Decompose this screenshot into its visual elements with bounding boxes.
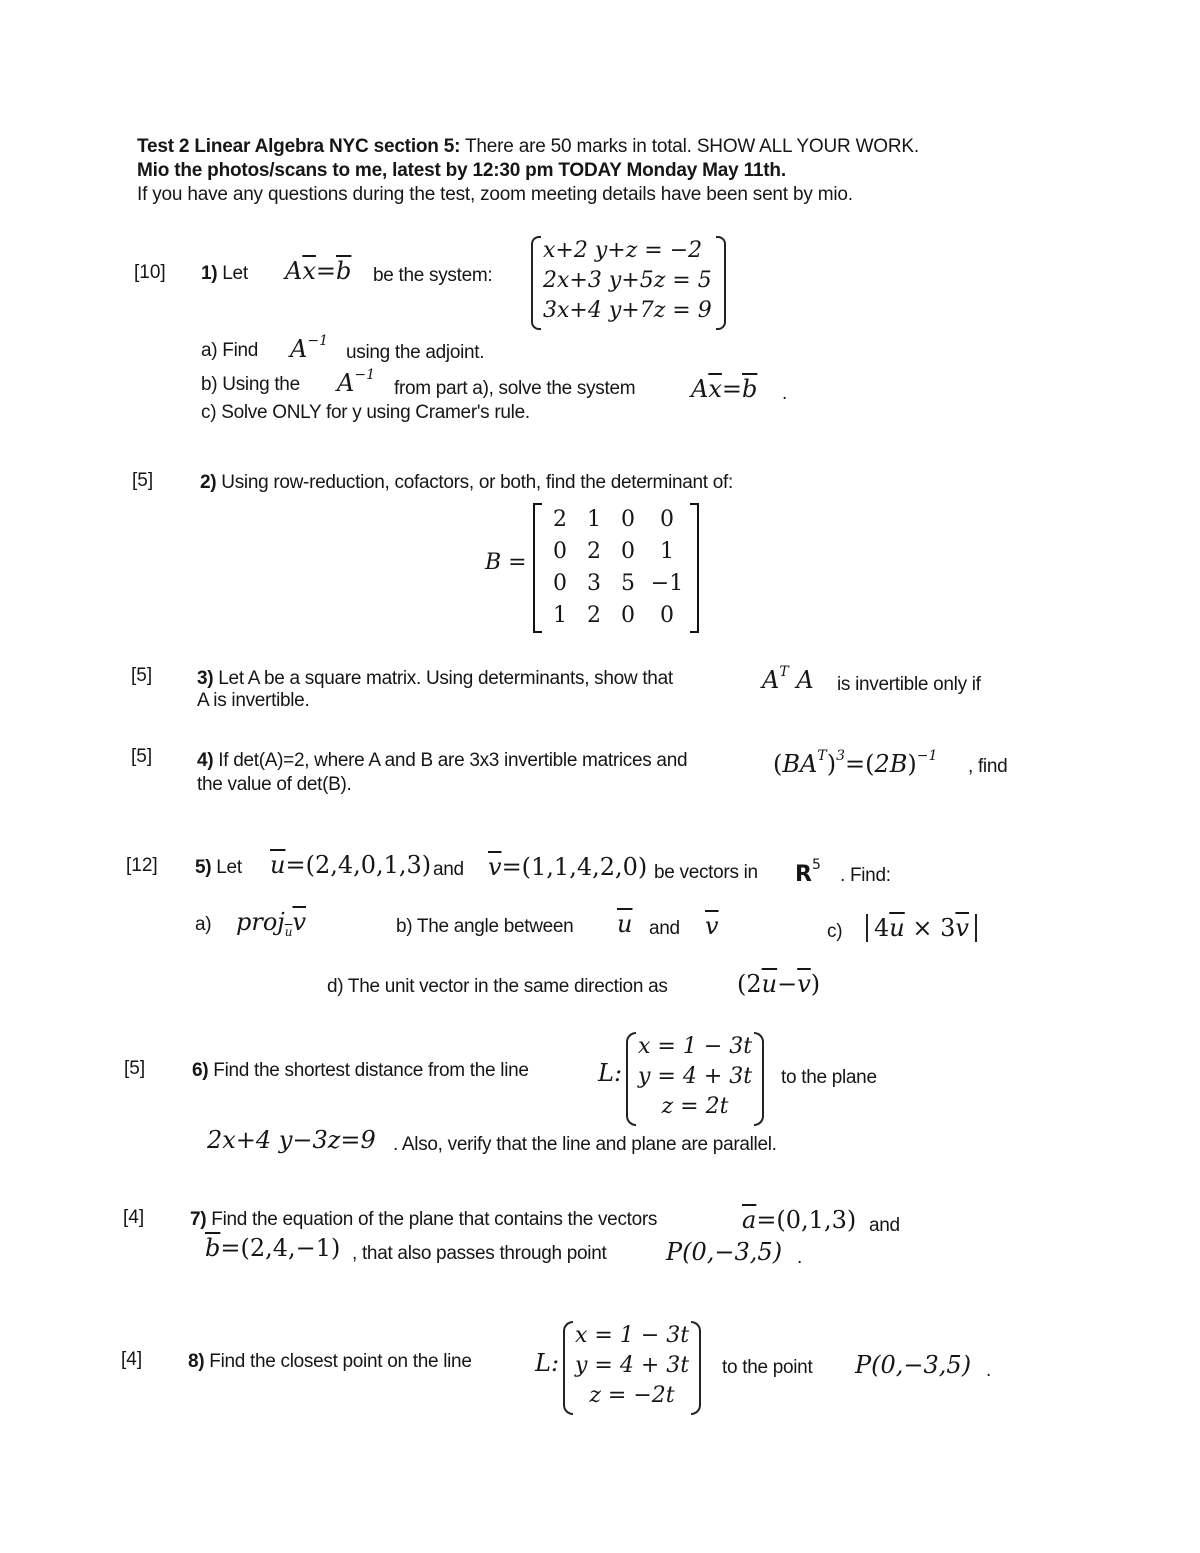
q5b-text: b) The angle between bbox=[396, 916, 574, 937]
q7-a-def: $\overline{a}=(0,1,3)$ bbox=[742, 1206, 857, 1234]
matrix-cell: 0 bbox=[621, 539, 635, 564]
q1a-adjoint: using the adjoint. bbox=[346, 342, 485, 363]
header-line-3: If you have any questions during the test, zoom meeting details have been sent by mio. bbox=[137, 184, 853, 205]
q4-line1 bbox=[197, 750, 687, 772]
q5-and: and bbox=[433, 859, 464, 880]
q8-text1: Find the closest point on the line bbox=[209, 1351, 472, 1372]
q4-equation: $(BA^T)^3=(2B)^{-1}$ bbox=[773, 748, 938, 778]
q1-equation-ax-b: $A\overline{x}=\overline{b}$ bbox=[285, 257, 352, 285]
q7-point: P(0,−3,5) bbox=[666, 1238, 783, 1266]
q5-marks: [12] bbox=[126, 855, 158, 876]
q6-line-label: L: bbox=[598, 1059, 623, 1087]
q5-intro bbox=[195, 857, 242, 879]
q8-marks: [4] bbox=[121, 1349, 143, 1370]
matrix-cell: 1 bbox=[587, 507, 601, 532]
q1-system bbox=[531, 236, 726, 330]
q5c-label: c) bbox=[827, 921, 843, 942]
q5b-u: $\overline{u}$ bbox=[617, 910, 633, 938]
q6-line1 bbox=[192, 1060, 529, 1082]
q6-eq3: z = 2t bbox=[661, 1094, 729, 1119]
q1b-equation-ax-b: $A\overline{x}=\overline{b}$ bbox=[691, 375, 758, 403]
matrix-cell: 2 bbox=[553, 507, 567, 532]
header-line-1 bbox=[137, 136, 919, 158]
q1c-text: c) Solve ONLY for y using Cramer's rule. bbox=[201, 402, 530, 423]
q1-let: Let bbox=[222, 263, 248, 284]
q3-number: 3) bbox=[197, 668, 214, 689]
q7-period: . bbox=[797, 1247, 802, 1268]
q2-text: Using row-reduction, cofactors, or both, find the determinant of: bbox=[221, 472, 733, 493]
q7-text1: Find the equation of the plane that contains the vectors bbox=[211, 1209, 658, 1230]
q5-u-value: (2,4,0,1,3) bbox=[305, 851, 432, 879]
q7-number: 7) bbox=[190, 1209, 207, 1230]
q6-plane: 2x+4 y−3z=9 bbox=[207, 1126, 376, 1154]
matrix-cell: 5 bbox=[621, 571, 635, 596]
q7-line1 bbox=[190, 1209, 657, 1231]
q8-right-paren bbox=[691, 1321, 701, 1415]
q7-text2: , that also passes through point bbox=[352, 1243, 607, 1264]
q5d-expr: $(2\overline{u}-\overline{v})$ bbox=[737, 970, 821, 998]
q8-eq1: x = 1 − 3t bbox=[575, 1323, 690, 1348]
q5-let: Let bbox=[216, 857, 242, 878]
q5-number: 5) bbox=[195, 857, 212, 878]
q1a-find: a) Find bbox=[201, 340, 259, 361]
q1-number: 1) bbox=[201, 263, 218, 284]
q7-b-value: (2,4,−1) bbox=[240, 1234, 341, 1262]
matrix-cell: 0 bbox=[553, 571, 567, 596]
matrix-cell: 1 bbox=[660, 539, 674, 564]
q3-text3: A is invertible. bbox=[197, 690, 310, 711]
q6-line-system bbox=[626, 1032, 764, 1126]
q7-marks: [4] bbox=[123, 1207, 145, 1228]
q4-number: 4) bbox=[197, 750, 214, 771]
q6-eq2: y = 4 + 3t bbox=[638, 1064, 753, 1089]
q1b-a-inverse: $A^{-1}$ bbox=[337, 367, 375, 397]
matrix-cell: 3 bbox=[587, 571, 601, 596]
q8-line-label: L: bbox=[535, 1349, 560, 1377]
q2-marks: [5] bbox=[132, 470, 154, 491]
q8-eq2: y = 4 + 3t bbox=[575, 1353, 690, 1378]
q1-marks: [10] bbox=[134, 262, 166, 283]
q2-matrix-right-bracket bbox=[690, 503, 699, 633]
q8-eq3: z = −2t bbox=[589, 1383, 675, 1408]
q5a-proj: $proj_{\overline{u}}\overline{v}$ bbox=[236, 908, 307, 939]
q5c-norm: $4\overline{u} \times 3\overline{v}$ bbox=[866, 914, 977, 942]
q1-intro bbox=[201, 263, 248, 285]
q5-v-def: $\overline{v}=(1,1,4,2,0)$ bbox=[488, 853, 648, 881]
q7-a-value: (0,1,3) bbox=[776, 1206, 857, 1234]
q4-text1: If det(A)=2, where A and B are 3x3 invertible matrices and bbox=[218, 750, 688, 771]
q1-be-system: be the system: bbox=[373, 265, 493, 286]
q2-matrix-left-bracket bbox=[533, 503, 542, 633]
q1b-solve: from part a), solve the system bbox=[394, 378, 636, 399]
q3-marks: [5] bbox=[131, 665, 153, 686]
q6-text2: to the plane bbox=[781, 1067, 877, 1088]
q5b-v: $\overline{v}$ bbox=[705, 912, 719, 940]
q3-ata: $A^T$ A bbox=[762, 664, 814, 694]
q1-eq2: 2x+3 y+5z = 5 bbox=[543, 268, 712, 293]
q1b-period: . bbox=[782, 383, 787, 404]
q5-find: . Find: bbox=[840, 865, 891, 886]
q8-number: 8) bbox=[188, 1351, 205, 1372]
q6-left-paren bbox=[626, 1032, 636, 1126]
q4-text3: the value of det(B). bbox=[197, 774, 352, 795]
header-instructions: There are 50 marks in total. SHOW ALL YOUR WORK. bbox=[460, 136, 919, 157]
matrix-cell: 0 bbox=[553, 539, 567, 564]
q1a-a-inverse: $A^{-1}$ bbox=[290, 333, 328, 363]
q7-and: and bbox=[869, 1215, 900, 1236]
q5d-text: d) The unit vector in the same direction as bbox=[327, 976, 668, 997]
matrix-cell: 0 bbox=[621, 603, 635, 628]
q8-text2: to the point bbox=[722, 1357, 813, 1378]
q2-matrix-cells bbox=[533, 505, 699, 631]
matrix-cell: 0 bbox=[660, 507, 674, 532]
q6-text3: . Also, verify that the line and plane are parallel. bbox=[393, 1134, 777, 1155]
q5-u-def: $\overline{u}=(2,4,0,1,3)$ bbox=[270, 851, 432, 879]
q2-matrix bbox=[533, 505, 699, 631]
q8-period: . bbox=[986, 1360, 991, 1381]
q3-text1: Let A be a square matrix. Using determinants, show that bbox=[218, 668, 673, 689]
q6-text1: Find the shortest distance from the line bbox=[213, 1060, 529, 1081]
q4-marks: [5] bbox=[131, 746, 153, 767]
q6-number: 6) bbox=[192, 1060, 209, 1081]
q8-left-paren bbox=[563, 1321, 573, 1415]
q5b-and: and bbox=[649, 918, 680, 939]
header-title: Test 2 Linear Algebra NYC section 5: bbox=[137, 136, 461, 157]
matrix-cell: −1 bbox=[650, 571, 684, 596]
q8-line1 bbox=[188, 1351, 472, 1373]
q5-vectors-in: be vectors in bbox=[654, 862, 758, 883]
q3-line1 bbox=[197, 668, 673, 690]
q8-point: P(0,−3,5) bbox=[855, 1351, 972, 1379]
q1-left-brace bbox=[531, 236, 541, 330]
matrix-cell: 2 bbox=[587, 603, 601, 628]
matrix-cell: 1 bbox=[553, 603, 567, 628]
q5a-label: a) bbox=[195, 914, 212, 935]
q1-eq1: x+2 y+z = −2 bbox=[543, 238, 703, 263]
q3-text2: is invertible only if bbox=[837, 674, 981, 695]
q5-v-value: (1,1,4,2,0) bbox=[521, 853, 648, 881]
q6-marks: [5] bbox=[124, 1058, 146, 1079]
q4-text2: , find bbox=[968, 756, 1008, 777]
matrix-cell: 2 bbox=[587, 539, 601, 564]
q1-right-brace bbox=[716, 236, 726, 330]
q7-b-def: $\overline{b}=(2,4,-1)$ bbox=[205, 1234, 341, 1262]
header-line-2: Mio the photos/scans to me, latest by 12:30 pm TODAY Monday May 11th. bbox=[137, 160, 786, 181]
matrix-cell: 0 bbox=[621, 507, 635, 532]
q6-eq1: x = 1 − 3t bbox=[638, 1034, 753, 1059]
matrix-cell: 0 bbox=[660, 603, 674, 628]
q8-line-system bbox=[563, 1321, 701, 1415]
q2-text-line bbox=[200, 472, 733, 494]
q1-eq3: 3x+4 y+7z = 9 bbox=[543, 298, 712, 323]
q6-right-paren bbox=[754, 1032, 764, 1126]
q2-matrix-label: B = bbox=[485, 550, 527, 575]
q1b-using: b) Using the bbox=[201, 374, 300, 395]
q2-number: 2) bbox=[200, 472, 217, 493]
q5-r5: $R^5$ bbox=[795, 857, 821, 887]
